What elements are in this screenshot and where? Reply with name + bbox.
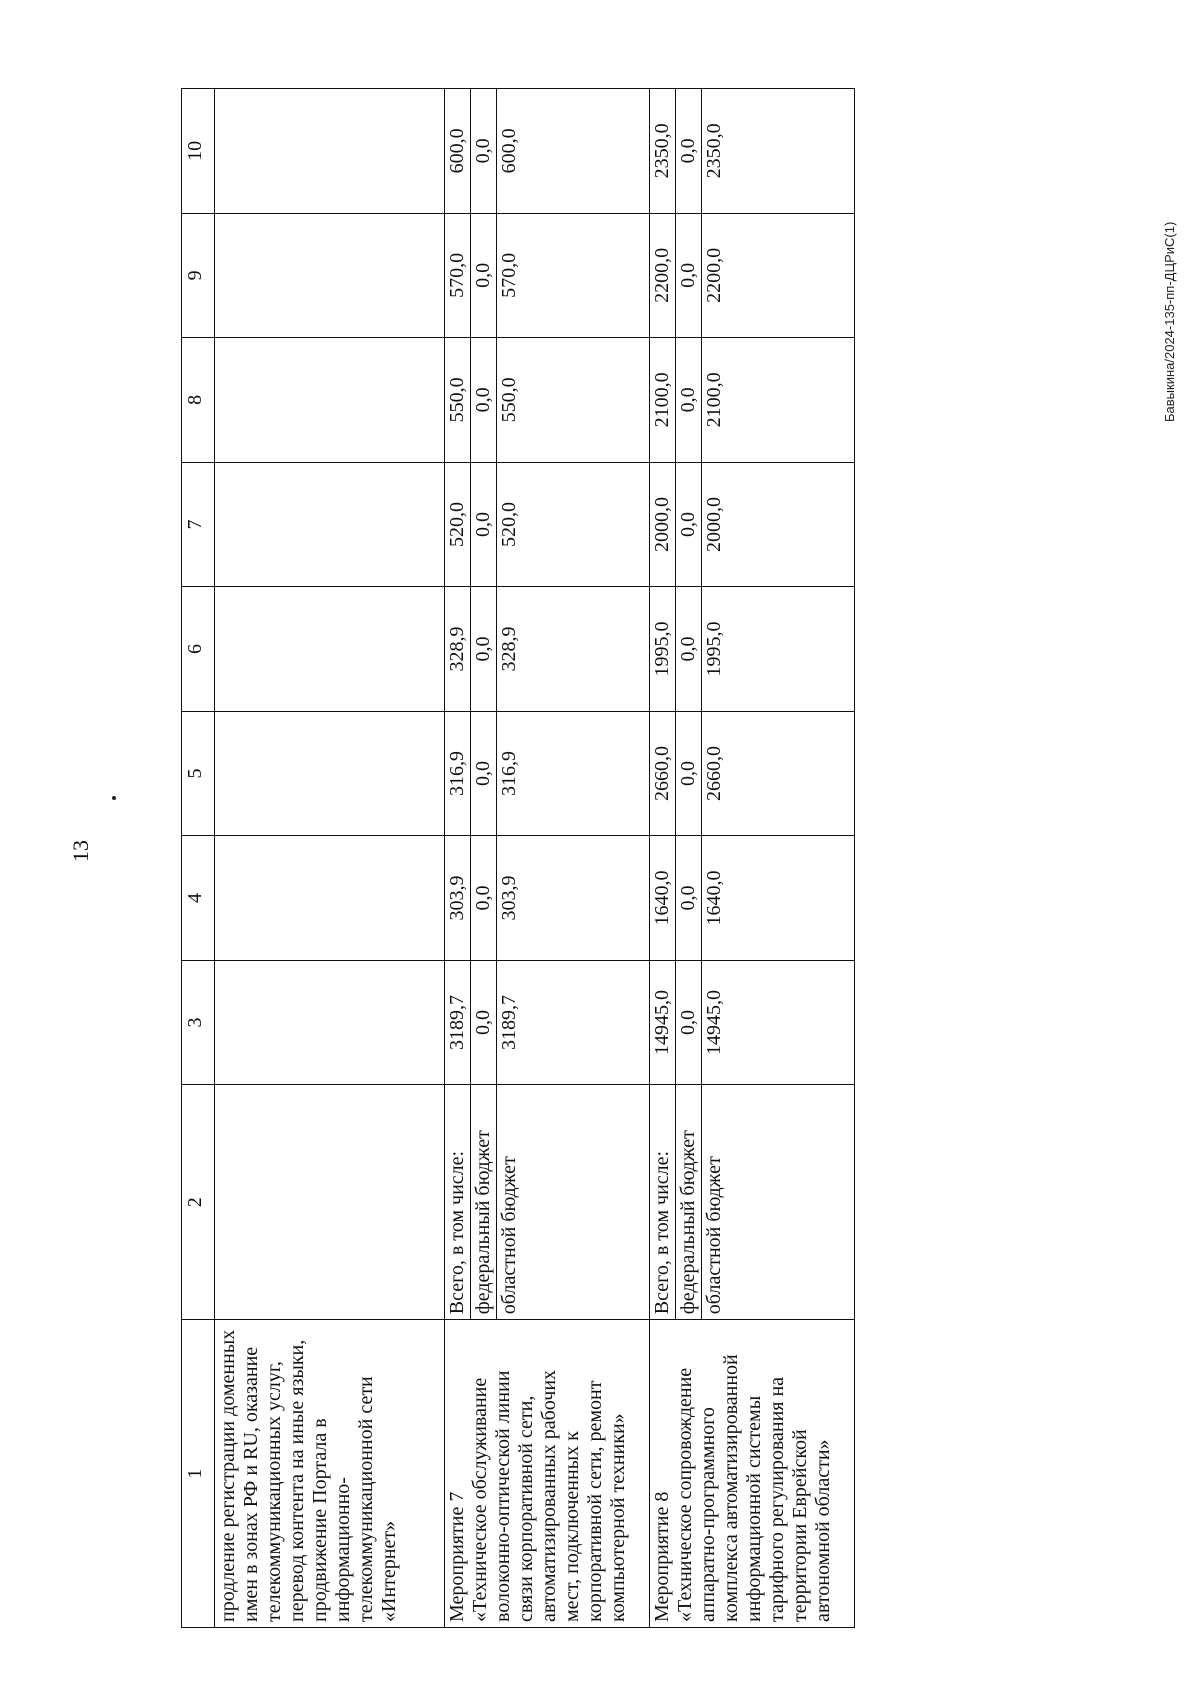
measure-7-cell <box>445 1320 650 1628</box>
value-cell: 2000,0 <box>650 462 676 587</box>
page-number: 13 <box>68 840 93 862</box>
value-cell: 0,0 <box>676 711 702 836</box>
value-cell: 0,0 <box>471 836 497 961</box>
header-cell-1: 1 <box>182 1320 215 1628</box>
value-cell: 570,0 <box>497 213 650 338</box>
value-cell: 550,0 <box>497 338 650 463</box>
measure-8-cell <box>650 1320 855 1628</box>
measure-8-description: «Техническое сопровождение аппаратно-программного комплекса автоматизированной информационной системы тарифного регулирования на территории Еврейской автономной области» <box>674 1354 834 1622</box>
value-cell: 520,0 <box>445 462 471 587</box>
value-cell: 328,9 <box>497 587 650 712</box>
empty-cell <box>215 587 445 712</box>
header-cell-6: 6 <box>182 587 215 712</box>
value-cell: 2000,0 <box>702 462 855 587</box>
value-cell: 14945,0 <box>650 960 676 1085</box>
value-cell: 2350,0 <box>650 89 676 214</box>
empty-cell <box>215 89 445 214</box>
rotated-page-content <box>181 88 947 1628</box>
value-cell: 328,9 <box>445 587 471 712</box>
document-code: Бавыкина/2024-135-пп-ДЦРиС(1) <box>1162 221 1177 422</box>
budget-table <box>181 88 855 1628</box>
value-cell: 0,0 <box>471 213 497 338</box>
value-cell: 14945,0 <box>702 960 855 1085</box>
value-cell: 0,0 <box>471 587 497 712</box>
value-cell: 2200,0 <box>650 213 676 338</box>
value-cell: 316,9 <box>497 711 650 836</box>
value-cell: 0,0 <box>676 89 702 214</box>
value-cell: 0,0 <box>676 213 702 338</box>
measure-8-title: Мероприятие 8 <box>651 1491 673 1622</box>
empty-cell <box>215 213 445 338</box>
header-row <box>182 89 215 1628</box>
value-cell: 316,9 <box>445 711 471 836</box>
value-cell: 0,0 <box>471 711 497 836</box>
header-cell-4: 4 <box>182 836 215 961</box>
header-cell-2: 2 <box>182 1085 215 1320</box>
value-cell: 0,0 <box>471 960 497 1085</box>
value-cell: 2200,0 <box>702 213 855 338</box>
header-cell-9: 9 <box>182 213 215 338</box>
value-cell: 1640,0 <box>702 836 855 961</box>
scan-dot <box>112 796 116 800</box>
value-cell: 600,0 <box>497 89 650 214</box>
value-cell: 2100,0 <box>650 338 676 463</box>
empty-cell <box>215 711 445 836</box>
continuation-text: продление регистрации доменных имен в зонах РФ и RU, оказание телекоммуникационных услуг, перевод контента на иные языки, продвижение Портала в информационно-телекоммуникационной сети «Интернет» <box>215 1320 445 1628</box>
header-cell-7: 7 <box>182 462 215 587</box>
row-label: областной бюджет <box>702 1085 855 1320</box>
header-cell-5: 5 <box>182 711 215 836</box>
measure-7-description: «Техническое обслуживание волоконно-оптической линии связи корпоративной сети, автоматизированных рабочих мест, подключенных к корпоративной сети, ремонт компьютерной техники» <box>469 1369 629 1622</box>
value-cell: 520,0 <box>497 462 650 587</box>
value-cell: 0,0 <box>471 338 497 463</box>
empty-cell <box>215 836 445 961</box>
header-cell-8: 8 <box>182 338 215 463</box>
measure-7-title: Мероприятие 7 <box>446 1491 468 1622</box>
value-cell: 303,9 <box>445 836 471 961</box>
value-cell: 0,0 <box>676 462 702 587</box>
value-cell: 0,0 <box>676 836 702 961</box>
value-cell: 1995,0 <box>650 587 676 712</box>
continuation-row <box>215 89 445 1628</box>
value-cell: 0,0 <box>676 587 702 712</box>
value-cell: 3189,7 <box>445 960 471 1085</box>
value-cell: 0,0 <box>471 89 497 214</box>
empty-cell <box>215 960 445 1085</box>
value-cell: 2100,0 <box>702 338 855 463</box>
value-cell: 2660,0 <box>702 711 855 836</box>
value-cell: 550,0 <box>445 338 471 463</box>
measure-7-total-row <box>445 89 471 1628</box>
measure-8-total-row <box>650 89 676 1628</box>
value-cell: 0,0 <box>471 462 497 587</box>
value-cell: 0,0 <box>676 960 702 1085</box>
value-cell: 1995,0 <box>702 587 855 712</box>
header-cell-3: 3 <box>182 960 215 1085</box>
value-cell: 600,0 <box>445 89 471 214</box>
value-cell: 3189,7 <box>497 960 650 1085</box>
value-cell: 1640,0 <box>650 836 676 961</box>
value-cell: 2350,0 <box>702 89 855 214</box>
empty-cell <box>215 1085 445 1320</box>
row-label: Всего, в том числе: <box>650 1085 676 1320</box>
row-label: федеральный бюджет <box>471 1085 497 1320</box>
row-label: Всего, в том числе: <box>445 1085 471 1320</box>
value-cell: 303,9 <box>497 836 650 961</box>
value-cell: 570,0 <box>445 213 471 338</box>
header-cell-10: 10 <box>182 89 215 214</box>
value-cell: 0,0 <box>676 338 702 463</box>
empty-cell <box>215 462 445 587</box>
row-label: областной бюджет <box>497 1085 650 1320</box>
empty-cell <box>215 338 445 463</box>
row-label: федеральный бюджет <box>676 1085 702 1320</box>
value-cell: 2660,0 <box>650 711 676 836</box>
